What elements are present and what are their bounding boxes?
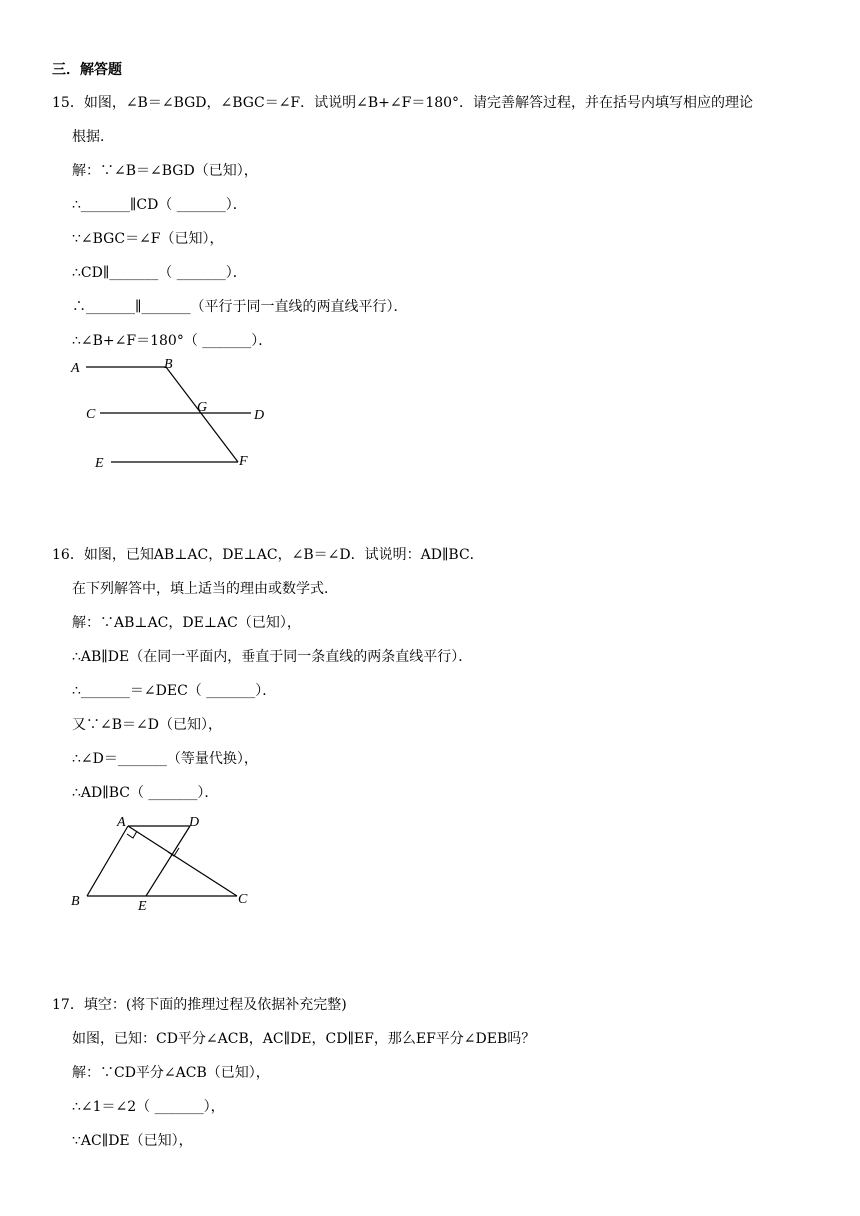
label-F: F <box>239 454 248 469</box>
q17-prompt: 17．填空：(将下面的推理过程及依据补充完整) <box>52 997 347 1013</box>
label-C: C <box>86 407 96 422</box>
label-E: E <box>95 456 104 471</box>
label-E: E <box>138 899 147 914</box>
q15-step-6: ∴∠B+∠F＝180°（ _______）． <box>72 333 273 349</box>
q16-prompt: 16．如图，已知AB⊥AC，DE⊥AC，∠B＝∠D．试说明：AD∥BC． <box>52 547 484 563</box>
q15-step-5: ∴_______∥_______（平行于同一直线的两直线平行）． <box>72 299 408 315</box>
line-AC <box>128 826 237 896</box>
label-A: A <box>71 361 80 376</box>
label-D: D <box>254 408 265 423</box>
label-A: A <box>117 815 126 830</box>
q16-step-4: 又∵∠B＝∠D（已知）， <box>72 717 222 733</box>
q17-step-3: ∵AC∥DE（已知）， <box>72 1133 193 1149</box>
q16-step-5: ∴∠D＝_______（等量代换）， <box>72 751 258 767</box>
q15-step-1: 解：∵∠B＝∠BGD（已知）， <box>72 163 258 179</box>
q16-step-2: ∴AB∥DE（在同一平面内，垂直于同一条直线的两条直线平行）． <box>72 649 473 665</box>
q15-step-2: ∴_______∥CD（ _______）． <box>72 197 247 213</box>
q16-step-3: ∴_______＝∠DEC（ _______）． <box>72 683 277 699</box>
q15-step-3: ∵∠BGC＝∠F（已知）， <box>72 231 224 247</box>
label-G: G <box>197 400 208 415</box>
q17-question: 如图，已知：CD平分∠ACB，AC∥DE，CD∥EF，那么EF平分∠DEB吗？ <box>72 1031 536 1047</box>
q15-prompt: 15．如图，∠B＝∠BGD，∠BGC＝∠F．试说明∠B+∠F＝180°．请完善解答过程，并在括号内填写相应的理论 <box>52 95 754 111</box>
line-AB <box>87 826 128 896</box>
q15-step-4: ∴CD∥_______（ _______）． <box>72 265 247 281</box>
label-D: D <box>189 815 200 830</box>
section-title: 三．解答题 <box>52 62 122 78</box>
q16-step-1: 解：∵AB⊥AC，DE⊥AC（已知）， <box>72 615 301 631</box>
q16-step-6: ∴AD∥BC（ _______）． <box>72 785 219 801</box>
label-C: C <box>238 892 248 907</box>
q17-step-2: ∴∠1＝∠2（ _______）， <box>72 1099 225 1115</box>
label-B: B <box>71 894 80 909</box>
q15-prompt-cont: 根据． <box>72 129 114 145</box>
right-angle-mark-A <box>127 831 137 838</box>
q16-instruction: 在下列解答中，填上适当的理由或数学式． <box>72 581 338 597</box>
label-B: B <box>164 357 173 372</box>
q16-figure <box>0 0 300 920</box>
q17-step-1: 解：∵CD平分∠ACB（已知）， <box>72 1065 270 1081</box>
